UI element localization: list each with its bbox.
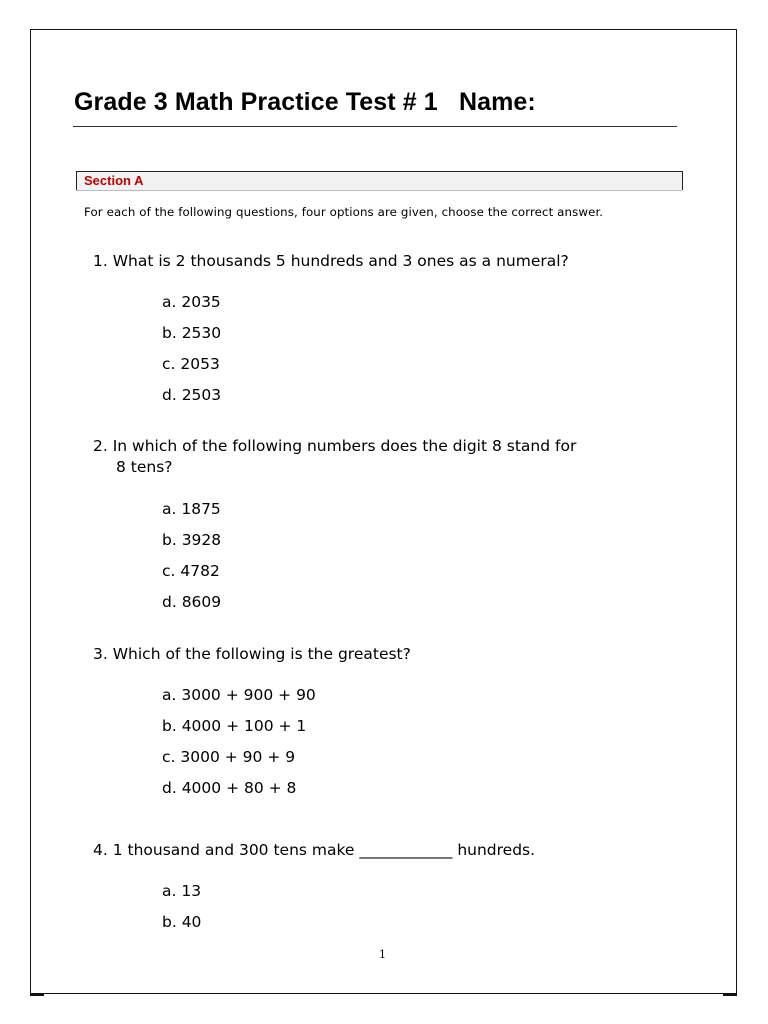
question-4-option-b: b. 40 xyxy=(162,913,202,931)
question-2-option-c: c. 4782 xyxy=(162,562,220,580)
section-label: Section A xyxy=(84,173,144,188)
corner-tick-left xyxy=(30,994,44,996)
question-1-option-c: c. 2053 xyxy=(162,355,220,373)
question-1-text: 1. What is 2 thousands 5 hundreds and 3 ones as a numeral? xyxy=(93,252,569,270)
question-2-text-line1: 2. In which of the following numbers does the digit 8 stand for xyxy=(93,437,577,455)
question-2-option-d: d. 8609 xyxy=(162,593,222,611)
question-2-text-line2: 8 tens? xyxy=(116,458,173,476)
instructions: For each of the following questions, four options are given, choose the correct answer. xyxy=(84,205,604,219)
question-4-text: 4. 1 thousand and 300 tens make ____________ hundreds. xyxy=(93,841,536,859)
question-1 xyxy=(93,251,683,272)
question-3-option-b: b. 4000 + 100 + 1 xyxy=(162,717,307,735)
question-2 xyxy=(93,436,683,478)
section-header-box xyxy=(76,171,682,190)
title-underline xyxy=(73,126,677,127)
question-3-option-a: a. 3000 + 900 + 90 xyxy=(162,686,316,704)
page-number: 1 xyxy=(379,948,386,961)
question-2-option-b: b. 3928 xyxy=(162,531,222,549)
question-3-option-d: d. 4000 + 80 + 8 xyxy=(162,779,297,797)
corner-tick-right xyxy=(723,994,737,996)
question-2-option-a: a. 1875 xyxy=(162,500,221,518)
question-3-option-c: c. 3000 + 90 + 9 xyxy=(162,748,296,766)
question-1-option-a: a. 2035 xyxy=(162,293,221,311)
question-3 xyxy=(93,644,683,665)
question-4-option-a: a. 13 xyxy=(162,882,202,900)
question-3-text: 3. Which of the following is the greatest? xyxy=(93,645,411,663)
question-4 xyxy=(93,840,683,861)
question-1-option-d: d. 2503 xyxy=(162,386,222,404)
page-title: Grade 3 Math Practice Test # 1 Name: xyxy=(74,88,536,116)
question-1-option-b: b. 2530 xyxy=(162,324,222,342)
